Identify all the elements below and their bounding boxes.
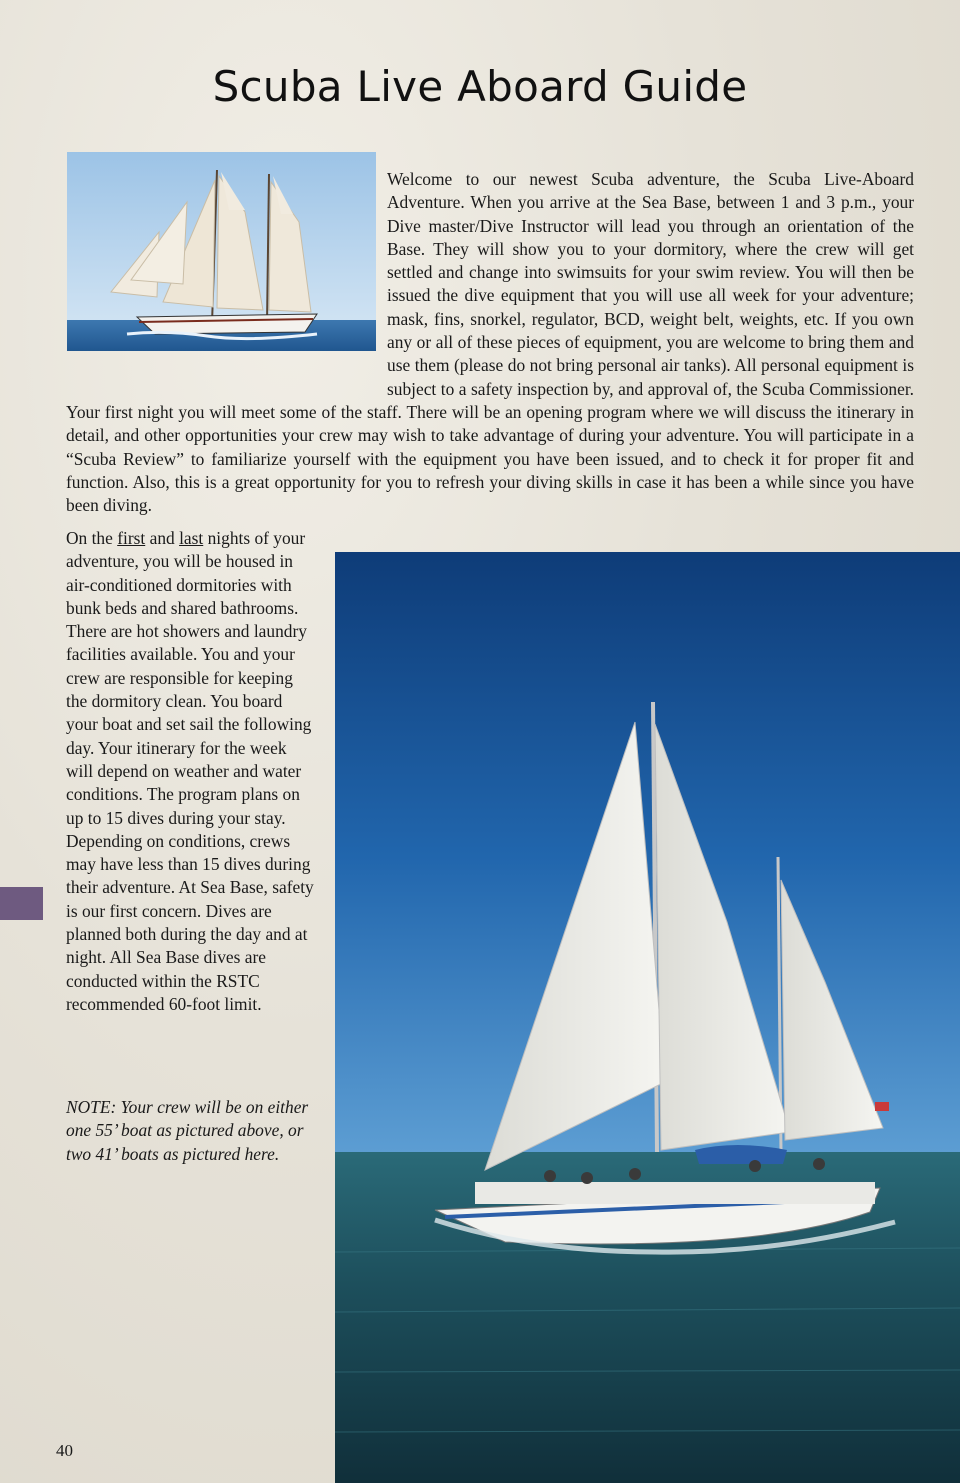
para-lead: On the (66, 528, 113, 548)
underlined-last: last (179, 528, 204, 548)
intro-paragraph (66, 168, 914, 517)
para-and: and (149, 528, 175, 548)
page-number: 40 (56, 1441, 73, 1460)
underlined-first: first (117, 528, 146, 548)
para-rest: nights of your adventure, you will be housed in air-conditioned dormitories with bunk beds and shared bathrooms. There are hot showers and laundry facilities available. You and your crew are responsible for keeping the dormitory clean. You board your boat and set sail the following day. Your itinerary for the week will depend on weather and water conditions. The program plans on up to 15 dives during your stay. Depending on conditions, crews may have less than 15 dives during their adventure. At Sea Base, safety is our first concern. Dives are planned both during the day and at night. All Sea Base dives are conducted within the RSTC recommended 60-foot limit. (66, 528, 314, 1014)
accommodation-paragraph (66, 527, 316, 1016)
intro-paragraph-text: Welcome to our newest Scuba adventure, the Scuba Live-Aboard Adventure. When you arrive at the Sea Base, between 1 and 3 p.m., your Dive master/Dive Instructor will lead you through an orientation of the Base. They will show you to your dormitory, where the crew will get settled and change into swimsuits for your swim review. You will then be issued the dive equipment that you will use all week for your adventure; mask, fins, snorkel, regulator, BCD, weight belt, weights, etc. If you own any or all of these pieces of equipment, you are welcome to bring them and use them (please do not bring personal air tanks). All personal equipment is subject to a safety inspection by, and approval of, the Scuba Commissioner. Your first night you will meet some of the staff. There will be an opening program where we will discuss the itinerary in detail, and other opportunities your crew may wish to take advantage of during your adventure. You will participate in a “Scuba Review” to familiarize yourself with the equipment you have been issued, and to check it for proper fit and function. Also, this is a great opportunity for you to refresh your diving skills in case it has been a while since you have been diving. (66, 169, 914, 516)
section-tab-marker (0, 887, 43, 920)
photo-float-spacer (66, 168, 387, 378)
sailboat-photo (335, 552, 960, 1483)
page-title: Scuba Live Aboard Guide (212, 62, 748, 111)
note-paragraph: NOTE: Your crew will be on either one 55’ boat as pictured above, or two 41’ boats as pictured here. (66, 1097, 309, 1164)
